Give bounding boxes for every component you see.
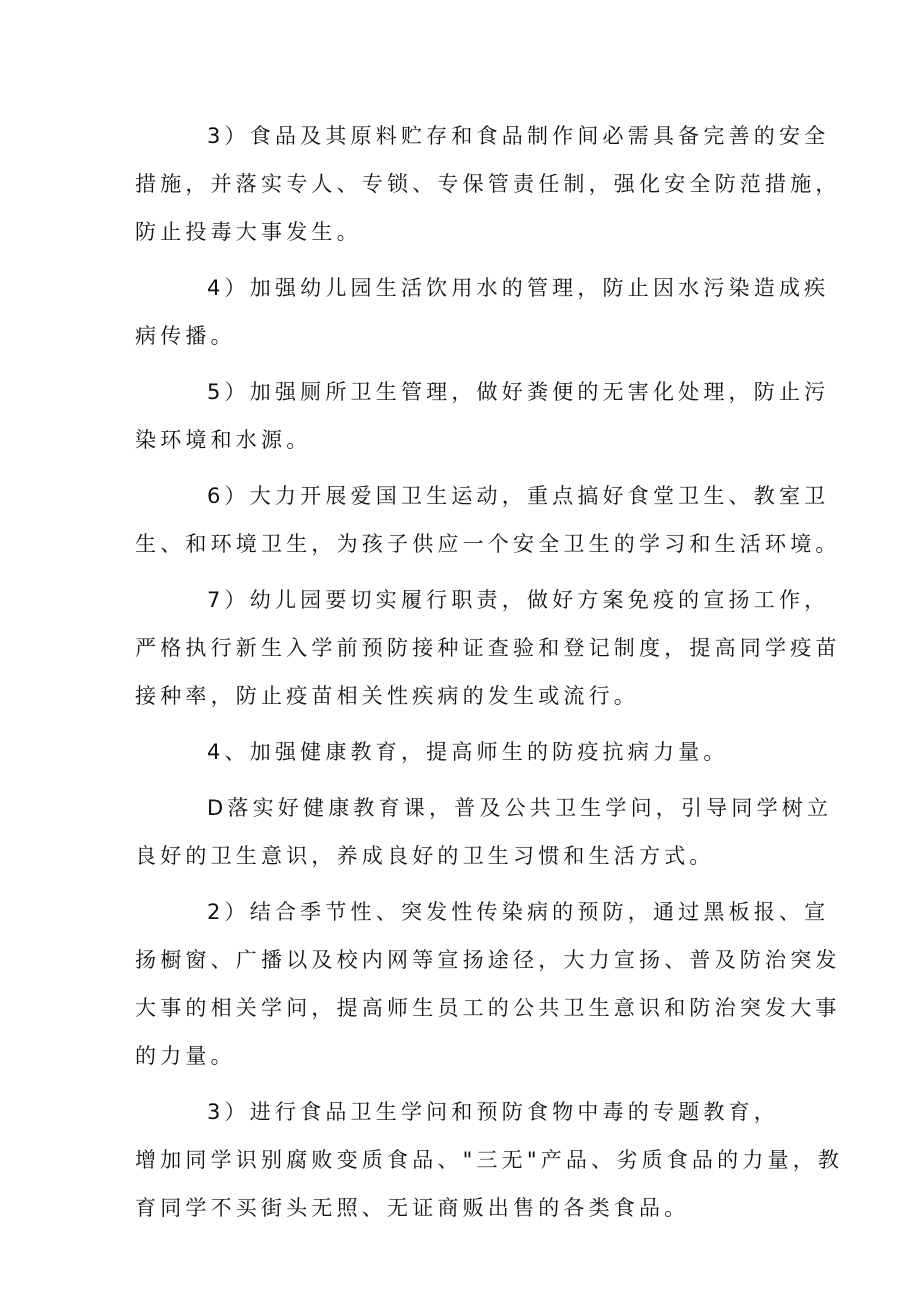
paragraph-line: 6）大力开展爱国卫生运动，重点搞好食堂卫生、教室卫 [207, 484, 830, 508]
paragraph-food-hygiene-education [135, 1088, 844, 1232]
paragraph-line: 生、和环境卫生，为孩子供应一个安全卫生的学习和生活环境。 [135, 532, 841, 556]
paragraph-line: 3）食品及其原料贮存和食品制作间必需具备完善的安全 [207, 124, 830, 148]
paragraph-epidemic-prevention-publicity [135, 888, 841, 1080]
paragraph-line: 防止投毒大事发生。 [135, 220, 362, 244]
paragraph-line: 3）进行食品卫生学问和预防食物中毒的专题教育， [207, 1100, 779, 1124]
paragraph-line: 病传播。 [135, 324, 236, 348]
paragraph-toilet-hygiene [135, 368, 830, 464]
paragraph-line: 的力量。 [135, 1044, 236, 1068]
paragraph-line: 扬橱窗、广播以及校内网等宣扬途径，大力宣扬、普及防治突发 [135, 948, 841, 972]
paragraph-line: 育同学不买街头无照、无证商贩出售的各类食品。 [135, 1196, 690, 1220]
paragraph-line: 大事的相关学问，提高师生员工的公共卫生意识和防治突发大事 [135, 996, 841, 1020]
paragraph-line: 措施，并落实专人、专锁、专保管责任制，强化安全防范措施， [135, 172, 841, 196]
paragraph-line: 7）幼儿园要切实履行职责，做好方案免疫的宣扬工作， [207, 588, 830, 612]
paragraph-line: 增加同学识别腐败变质食品、"三无"产品、劣质食品的力量，教 [135, 1148, 844, 1172]
document-body [135, 112, 844, 1240]
paragraph-line: 染环境和水源。 [135, 428, 312, 452]
paragraph-line: 良好的卫生意识，养成良好的卫生习惯和生活方式。 [135, 844, 715, 868]
paragraph-line: 接种率，防止疫苗相关性疾病的发生或流行。 [135, 684, 639, 708]
paragraph-food-storage-safety [135, 112, 841, 256]
paragraph-drinking-water [135, 264, 830, 360]
paragraph-line: 严格执行新生入学前预防接种证查验和登记制度，提高同学疫苗 [135, 636, 841, 660]
section-heading-health-education [135, 728, 789, 776]
paragraph-health-class [135, 784, 833, 880]
paragraph-health-campaign [135, 472, 841, 568]
paragraph-line: 2）结合季节性、突发性传染病的预防，通过黑板报、宣 [207, 900, 830, 924]
paragraph-line: 5）加强厕所卫生管理，做好粪便的无害化处理，防止污 [207, 380, 830, 404]
paragraph-line: 4）加强幼儿园生活饮用水的管理，防止因水污染造成疾 [207, 276, 830, 300]
paragraph-line: D落实好健康教育课，普及公共卫生学问，引导同学树立 [207, 796, 833, 820]
paragraph-immunization [135, 576, 841, 720]
section-heading-text: 4、加强健康教育，提高师生的防疫抗病力量。 [207, 740, 729, 764]
